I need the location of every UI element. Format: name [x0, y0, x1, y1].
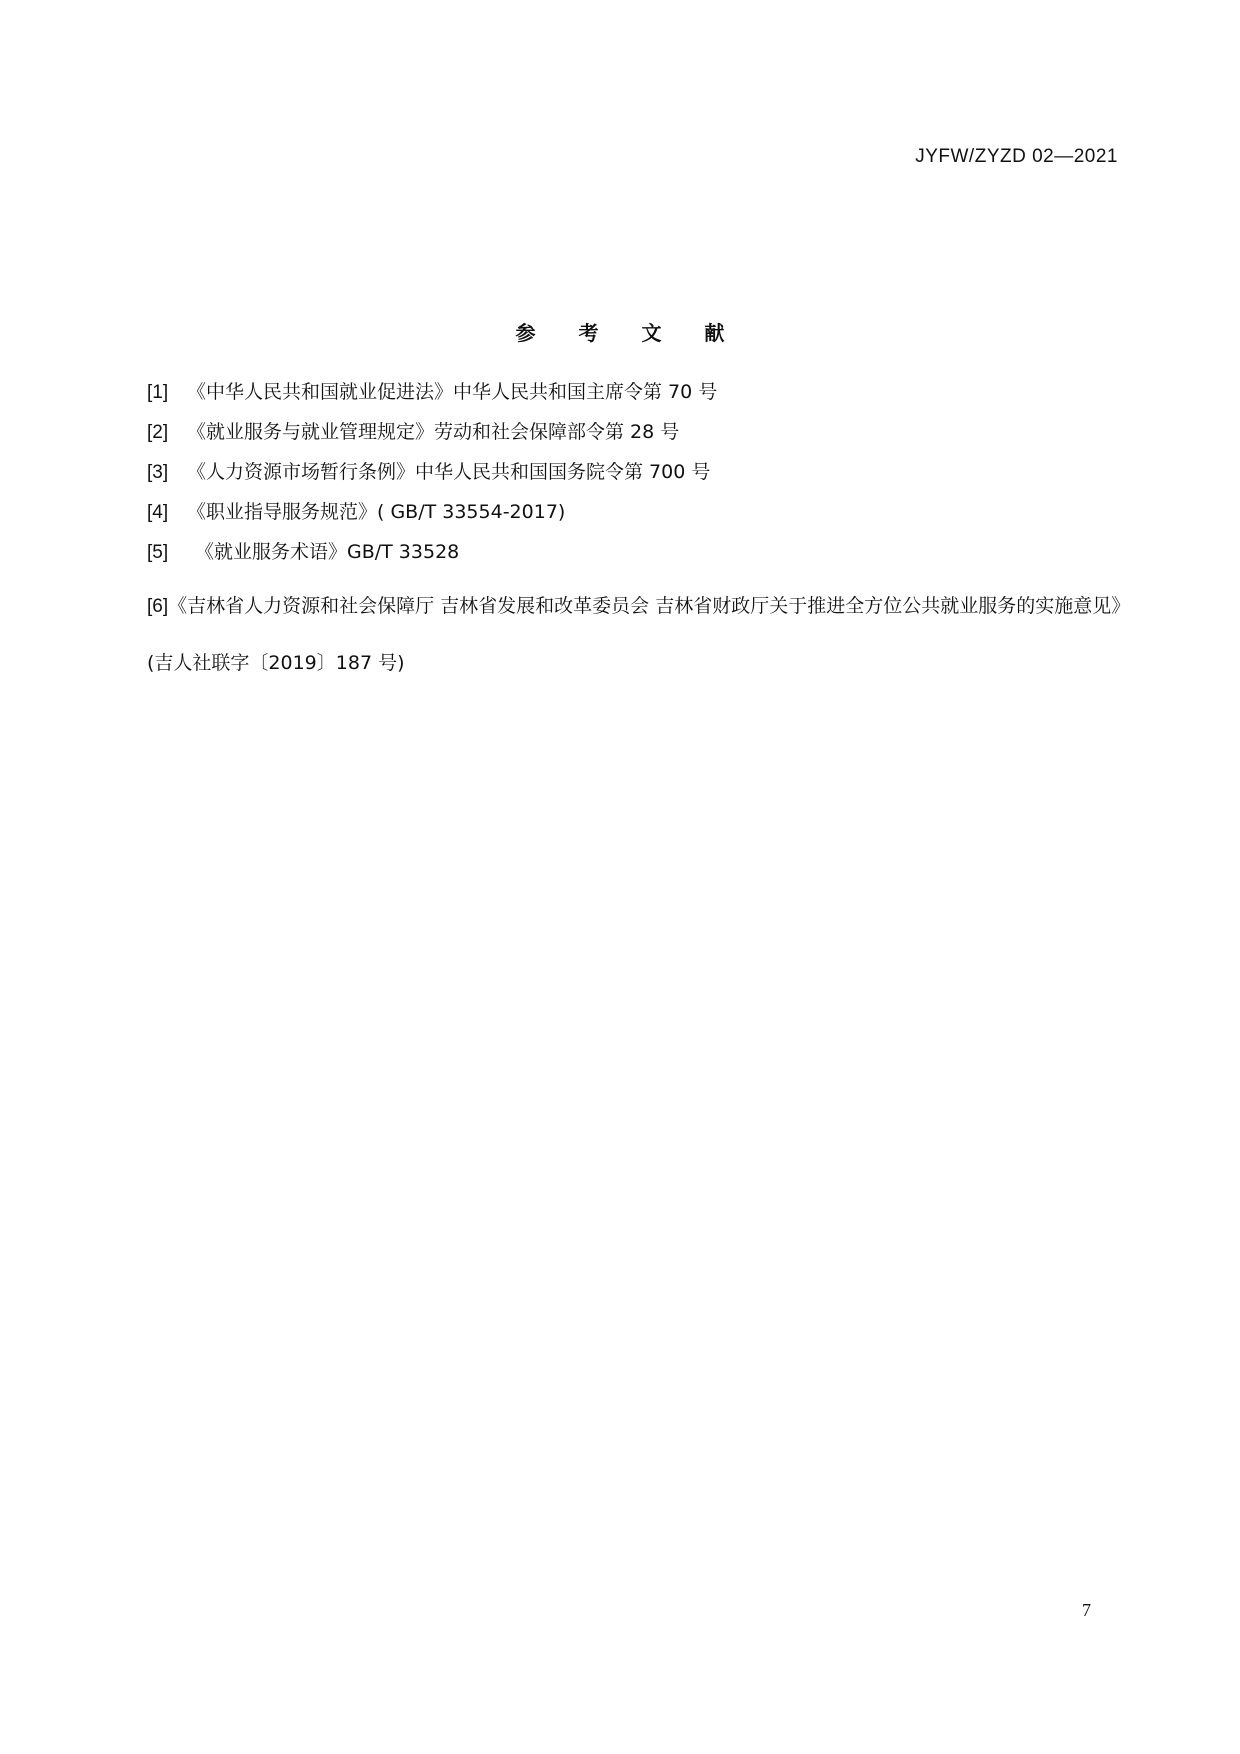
reference-number: [6]: [147, 596, 169, 617]
section-title: 参 考 文 献: [515, 321, 743, 345]
reference-number: [4]: [147, 502, 169, 523]
reference-text: 《职业指导服务规范》( GB/T 33554-2017): [187, 501, 566, 523]
reference-item: [147, 532, 1127, 572]
reference-item: [147, 452, 1127, 492]
reference-text: 《人力资源市场暂行条例》中华人民共和国国务院令第 700 号: [187, 461, 711, 483]
reference-text: 《就业服务与就业管理规定》劳动和社会保障部令第 28 号: [187, 421, 680, 443]
page-number: 7: [1082, 1600, 1091, 1620]
reference-item: [147, 412, 1127, 452]
reference-number: [1]: [147, 382, 169, 403]
reference-list: [147, 372, 1127, 691]
reference-number: [3]: [147, 462, 169, 483]
reference-item: [147, 492, 1127, 532]
reference-number: [2]: [147, 422, 169, 443]
reference-text: 《吉林省人力资源和社会保障厅 吉林省发展和改革委员会 吉林省财政厅关于推进全方位公共就业服务的实施意见》(吉人社联字〔2019〕187 号): [147, 595, 1121, 674]
reference-item: [147, 578, 1127, 691]
reference-number: [5]: [147, 542, 169, 563]
reference-text: 《就业服务术语》GB/T 33528: [195, 541, 460, 563]
reference-item: [147, 372, 1127, 412]
reference-text: 《中华人民共和国就业促进法》中华人民共和国主席令第 70 号: [187, 381, 718, 403]
document-code: JYFW/ZYZD 02—2021: [915, 146, 1118, 167]
